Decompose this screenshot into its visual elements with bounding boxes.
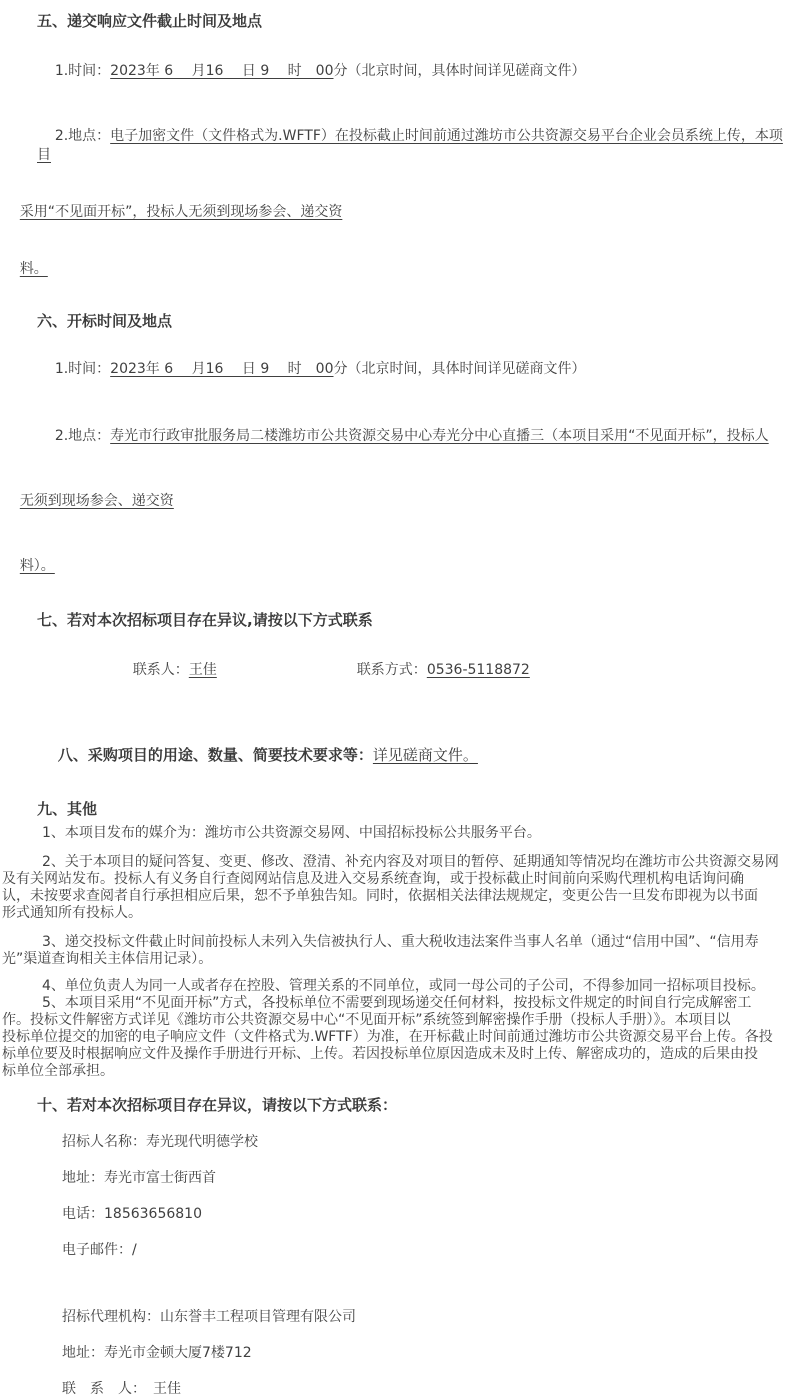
section6-time-value: 2023年 6 月16 日 9 时 00 — [110, 361, 334, 377]
section6-heading: 六、开标时间及地点 — [37, 312, 173, 330]
section6-location-label: 2.地点： — [54, 428, 111, 444]
section8-heading — [37, 727, 785, 784]
section6-location-line2 — [2, 473, 785, 530]
section9-item2-line4: 形式通知所有投标人。 — [2, 905, 142, 921]
contact-phone-group — [357, 662, 530, 678]
section5-location-line1 — [37, 108, 785, 184]
section9-item1: 1、本项目发布的媒介为：潍坊市公共资源交易网、中国招标投标公共服务平台。 — [42, 825, 541, 841]
section5-location-line3 — [2, 241, 785, 298]
section5-location-value-end: 料。 — [19, 261, 48, 277]
section9-item5-line2: 作。投标文件解密方式详见《潍坊市公共资源交易中心“不见面开标”系统签到解密操作手册（投标人手册）》。本项目以 — [2, 1012, 731, 1028]
contact-person-label: 联系人： — [132, 662, 189, 678]
section10-heading: 十、若对本次招标项目存在异议，请按以下方式联系： — [37, 1096, 398, 1114]
contact-phone-label: 联系方式： — [356, 662, 427, 678]
section6-location-value-end: 料）。 — [19, 558, 55, 574]
tenderer-email-field: 电子邮件：/ — [62, 1242, 137, 1258]
section6-time-suffix: 分（北京时间，具体时间详见磋商文件） — [333, 361, 586, 377]
tenderer-name-field: 招标人名称：寿光现代明德学校 — [62, 1134, 258, 1150]
section6-location-value: 寿光市行政审批服务局二楼潍坊市公共资源交易中心寿光分中心直播三（本项目采用“不见面开标”，投标人 — [110, 428, 769, 444]
tenderer-phone-field: 电话：18563656810 — [62, 1206, 202, 1222]
section8-heading-text: 八、采购项目的用途、数量、简要技术要求等： — [57, 746, 373, 764]
section9-item2-line1: 2、关于本项目的疑问答复、变更、修改、澄清、补充内容及对项目的暂停、延期通知等情况均在潍坊市公共资源交易网 — [42, 854, 779, 870]
section9-heading: 九、其他 — [37, 800, 98, 818]
section9-item5-line4: 标单位要及时根据响应文件及操作手册进行开标、上传。若因投标单位原因造成未及时上传、解密成功的，造成的后果由投 — [2, 1046, 758, 1062]
section5-heading: 五、递交响应文件截止时间及地点 — [37, 12, 263, 30]
section5-location-label: 2.地点： — [54, 128, 111, 144]
section6-location-line3 — [2, 538, 785, 595]
section9-item5-line3: 投标单位提交的加密的电子响应文件（文件格式为.WFTF）为准，在开标截止时间前通过潍坊市公共资源交易平台上传。各投 — [2, 1029, 773, 1045]
section6-time-label: 1.时间： — [54, 361, 111, 377]
section5-time-value: 2023年 6 月16 日 9 时 00 — [110, 63, 334, 79]
section9-item5-line1: 5、本项目采用“不见面开标”方式，各投标单位不需要到现场递交任何材料，按投标文件规定的时间自行完成解密工 — [42, 995, 752, 1011]
section5-time-suffix: 分（北京时间，具体时间详见磋商文件） — [333, 63, 586, 79]
section9-item5-line5: 标单位全部承担。 — [2, 1063, 114, 1079]
section5-location-line2 — [2, 184, 785, 241]
section7-heading: 七、若对本次招标项目存在异议,请按以下方式联系 — [37, 611, 373, 629]
tenderer-address-field: 地址：寿光市富士街西首 — [62, 1170, 216, 1186]
section5-time-line — [37, 43, 785, 100]
contact-phone-value: 0536-5118872 — [426, 662, 530, 678]
section5-time-label: 1.时间： — [54, 63, 111, 79]
section9-item3-line1: 3、递交投标文件截止时间前投标人未列入失信被执行人、重大税收违法案件当事人名单（通过“信用中国”、“信用寿 — [42, 934, 759, 950]
section9-item2-line3: 认，未按要求查阅者自行承担相应后果，恕不予单独告知。同时，依据相关法律法规规定，变更公告一旦发布即视为以书面 — [2, 888, 758, 904]
section9-item4: 4、单位负责人为同一人或者存在控股、管理关系的不同单位，或同一母公司的子公司，不得参加同一招标项目投标。 — [42, 978, 765, 994]
agency-name-field: 招标代理机构：山东誉丰工程项目管理有限公司 — [62, 1309, 356, 1325]
agency-address-field: 地址：寿光市金顿大厦7楼712 — [62, 1345, 252, 1361]
agency-contact-field: 联 系 人： 王佳 — [62, 1381, 181, 1397]
section6-location-value-cont: 无须到现场参会、递交资 — [19, 493, 174, 509]
section6-location-line1 — [37, 408, 785, 465]
section6-time-line — [37, 341, 785, 398]
section9-item3-line2: 光”渠道查询相关主体信用记录）。 — [2, 951, 213, 967]
section5-location-value-cont: 采用“不见面开标”，投标人无须到现场参会、递交资 — [19, 204, 343, 220]
section7-contact-line — [115, 642, 785, 699]
section8-see-document-link: 详见磋商文件。 — [372, 746, 478, 764]
contact-person-value: 王佳 — [188, 662, 217, 678]
section5-location-value: 电子加密文件（文件格式为.WFTF）在投标截止时间前通过潍坊市公共资源交易平台企业会员系统上传，本项目 — [37, 128, 783, 163]
section9-item2-line2: 及有关网站发布。投标人有义务自行查阅网站信息及进入交易系统查询，或于投标截止时间前向采购代理机构电话询问确 — [2, 871, 744, 887]
